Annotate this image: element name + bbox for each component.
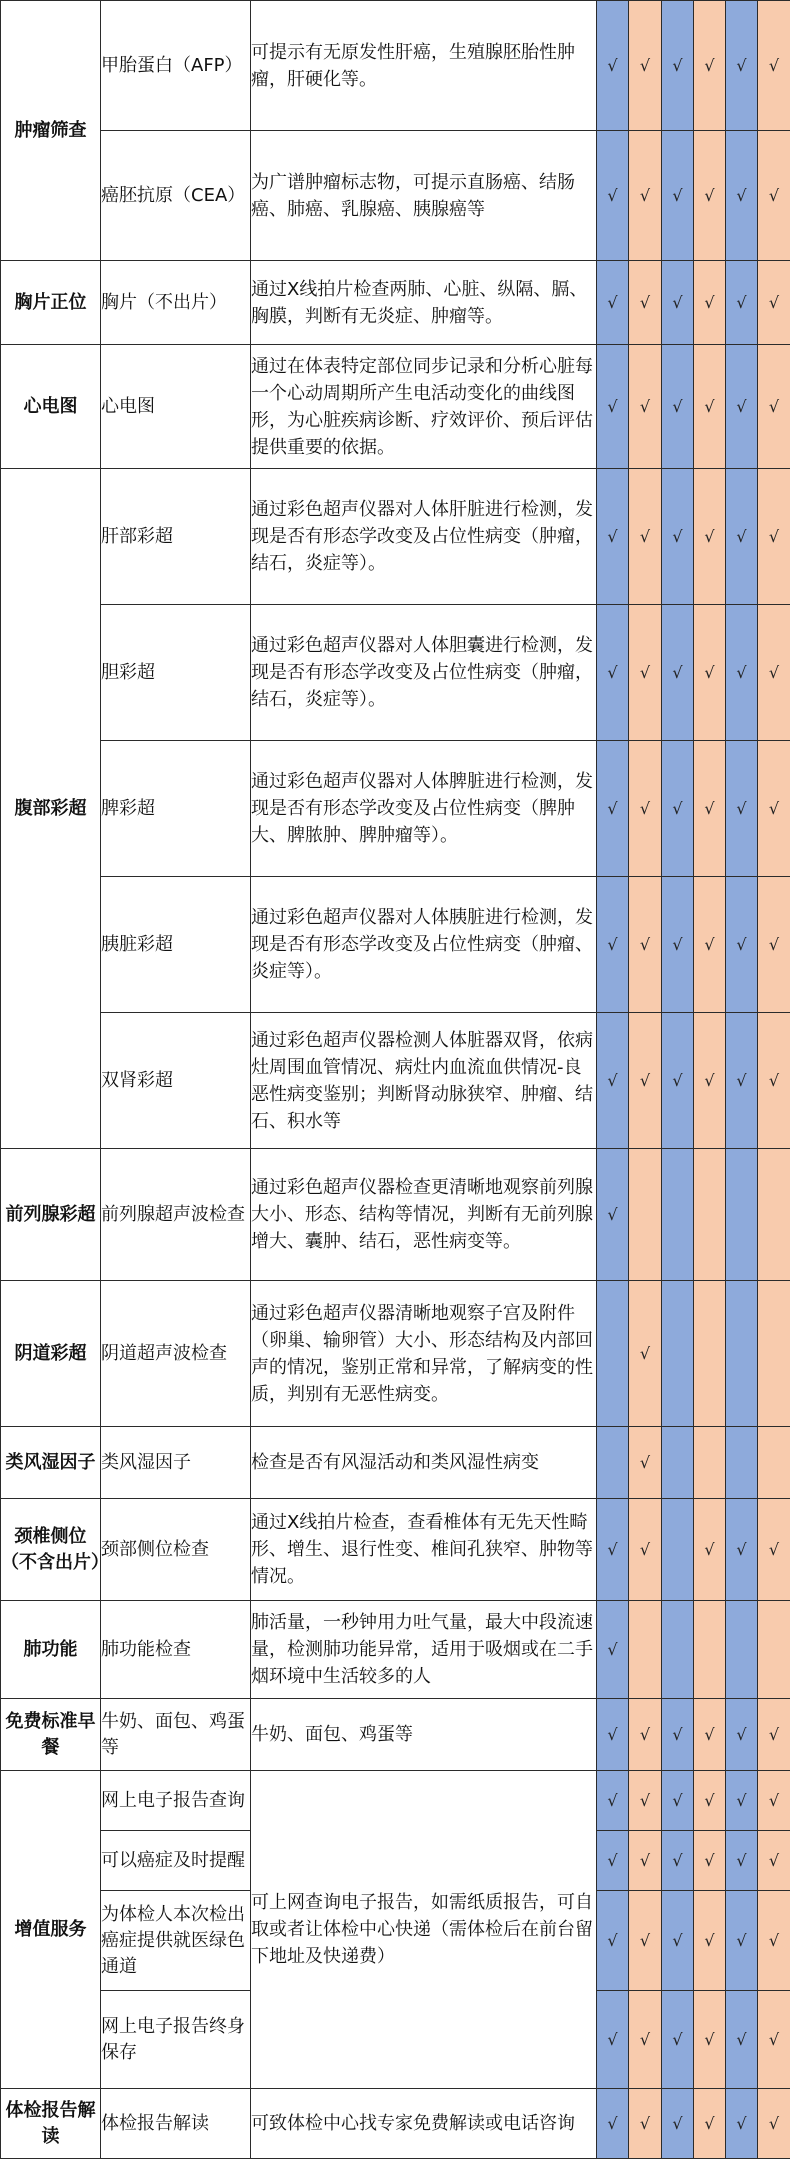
package-mark-cell: [662, 877, 694, 1013]
package-mark-cell: [629, 261, 662, 345]
category-cell: 胸片正位: [1, 261, 101, 345]
description-cell: 通过彩色超声仪器对人体胆囊进行检测，发现是否有形态学改变及占位性病变（肿瘤，结石，炎症等）。: [251, 605, 597, 741]
check-mark: √: [640, 1540, 650, 1559]
check-mark: √: [736, 2030, 746, 2049]
check-mark: √: [640, 293, 650, 312]
package-mark-cell: [758, 1891, 790, 1991]
check-mark: √: [769, 1791, 779, 1810]
check-mark: √: [704, 1540, 714, 1559]
package-mark-cell: [694, 1699, 726, 1771]
package-mark-cell: [726, 131, 758, 261]
check-mark: √: [672, 1931, 682, 1950]
package-mark-cell: [662, 1771, 694, 1831]
package-mark-cell: [629, 1499, 662, 1601]
table-row: [1, 877, 790, 1013]
check-mark: √: [704, 1931, 714, 1950]
package-mark-cell: [726, 741, 758, 877]
check-mark: √: [736, 397, 746, 416]
description-cell: 可致体检中心找专家免费解读或电话咨询: [251, 2089, 597, 2159]
item-cell: 肺功能检查: [101, 1601, 251, 1699]
item-cell: 前列腺超声波检查: [101, 1149, 251, 1281]
check-mark: √: [736, 527, 746, 546]
package-mark-cell: [629, 1149, 662, 1281]
table-body: [1, 1, 790, 2159]
package-mark-cell: [629, 2089, 662, 2159]
package-mark-cell: [662, 469, 694, 605]
item-cell: 甲胎蛋白（AFP）: [101, 1, 251, 131]
check-mark: √: [672, 663, 682, 682]
package-mark-cell: [629, 1699, 662, 1771]
description-cell: 可上网查询电子报告，如需纸质报告，可自取或者让体检中心快递（需体检后在前台留下地址及快递费）: [251, 1771, 597, 2089]
package-mark-cell: [662, 1499, 694, 1601]
item-cell: 体检报告解读: [101, 2089, 251, 2159]
package-mark-cell: [662, 741, 694, 877]
package-mark-cell: [694, 1831, 726, 1891]
check-mark: √: [607, 1791, 617, 1810]
check-mark: √: [607, 1205, 617, 1224]
package-mark-cell: [726, 1, 758, 131]
check-mark: √: [736, 935, 746, 954]
check-mark: √: [704, 397, 714, 416]
package-mark-cell: [597, 1991, 629, 2089]
table-row: [1, 741, 790, 877]
item-cell: 心电图: [101, 345, 251, 469]
package-mark-cell: [629, 877, 662, 1013]
package-mark-cell: [629, 1427, 662, 1499]
check-mark: √: [769, 56, 779, 75]
package-mark-cell: [726, 877, 758, 1013]
package-mark-cell: [758, 877, 790, 1013]
category-cell: 体检报告解读: [1, 2089, 101, 2159]
description-cell: 通过X线拍片检查两肺、心脏、纵隔、膈、胸膜，判断有无炎症、肿瘤等。: [251, 261, 597, 345]
table-row: [1, 1013, 790, 1149]
check-mark: √: [736, 1071, 746, 1090]
check-mark: √: [704, 799, 714, 818]
package-mark-cell: [662, 1991, 694, 2089]
table-row: [1, 1499, 790, 1601]
description-cell: 可提示有无原发性肝癌，生殖腺胚胎性肿瘤，肝硬化等。: [251, 1, 597, 131]
check-mark: √: [640, 2030, 650, 2049]
package-mark-cell: [758, 1831, 790, 1891]
check-mark: √: [640, 799, 650, 818]
check-mark: √: [607, 1725, 617, 1744]
package-mark-cell: [662, 1699, 694, 1771]
check-mark: √: [769, 397, 779, 416]
check-mark: √: [769, 186, 779, 205]
check-mark: √: [704, 1791, 714, 1810]
package-mark-cell: [597, 1427, 629, 1499]
package-mark-cell: [758, 345, 790, 469]
package-mark-cell: [629, 605, 662, 741]
check-mark: √: [607, 1640, 617, 1659]
package-mark-cell: [662, 345, 694, 469]
package-mark-cell: [694, 1281, 726, 1427]
check-mark: √: [736, 186, 746, 205]
item-cell: 颈部侧位检查: [101, 1499, 251, 1601]
package-mark-cell: [629, 1281, 662, 1427]
check-mark: √: [704, 56, 714, 75]
package-mark-cell: [597, 1891, 629, 1991]
description-cell: 通过彩色超声仪器对人体胰脏进行检测，发现是否有形态学改变及占位性病变（肿瘤、炎症等）。: [251, 877, 597, 1013]
package-mark-cell: [694, 2089, 726, 2159]
package-mark-cell: [597, 131, 629, 261]
item-cell: 为体检人本次检出癌症提供就医绿色通道: [101, 1891, 251, 1991]
package-mark-cell: [758, 1013, 790, 1149]
package-mark-cell: [629, 345, 662, 469]
description-cell: 通过彩色超声仪器对人体肝脏进行检测，发现是否有形态学改变及占位性病变（肿瘤，结石，炎症等）。: [251, 469, 597, 605]
category-cell: 类风湿因子: [1, 1427, 101, 1499]
package-mark-cell: [758, 131, 790, 261]
check-mark: √: [607, 56, 617, 75]
check-mark: √: [640, 2114, 650, 2133]
package-mark-cell: [662, 131, 694, 261]
package-mark-cell: [662, 1427, 694, 1499]
package-mark-cell: [726, 1499, 758, 1601]
package-mark-cell: [726, 1771, 758, 1831]
check-mark: √: [672, 293, 682, 312]
table-row: [1, 1601, 790, 1699]
check-mark: √: [704, 527, 714, 546]
check-mark: √: [672, 1071, 682, 1090]
check-mark: √: [640, 1851, 650, 1870]
check-mark: √: [769, 1851, 779, 1870]
check-mark: √: [736, 293, 746, 312]
check-mark: √: [672, 186, 682, 205]
check-mark: √: [607, 1071, 617, 1090]
check-mark: √: [672, 1791, 682, 1810]
category-cell: 颈椎侧位（不含出片）: [1, 1499, 101, 1601]
description-cell: 通过彩色超声仪器对人体脾脏进行检测，发现是否有形态学改变及占位性病变（脾肿大、脾脓肿、脾肿瘤等）。: [251, 741, 597, 877]
description-cell: 通过彩色超声仪器清晰地观察子宫及附件（卵巢、输卵管）大小、形态结构及内部回声的情况，鉴别正常和异常，了解病变的性质，判别有无恶性病变。: [251, 1281, 597, 1427]
package-mark-cell: [629, 469, 662, 605]
check-mark: √: [672, 2114, 682, 2133]
package-mark-cell: [758, 469, 790, 605]
description-cell: 牛奶、面包、鸡蛋等: [251, 1699, 597, 1771]
check-mark: √: [607, 186, 617, 205]
package-mark-cell: [597, 1149, 629, 1281]
package-mark-cell: [758, 1601, 790, 1699]
package-mark-cell: [694, 1499, 726, 1601]
check-mark: √: [640, 1453, 650, 1472]
package-mark-cell: [758, 1771, 790, 1831]
package-mark-cell: [629, 1831, 662, 1891]
package-mark-cell: [758, 605, 790, 741]
table-row: [1, 261, 790, 345]
package-mark-cell: [597, 605, 629, 741]
package-mark-cell: [758, 1427, 790, 1499]
package-mark-cell: [629, 131, 662, 261]
check-mark: √: [607, 2114, 617, 2133]
check-mark: √: [736, 663, 746, 682]
package-mark-cell: [726, 1013, 758, 1149]
package-mark-cell: [597, 469, 629, 605]
check-mark: √: [607, 397, 617, 416]
package-mark-cell: [726, 1601, 758, 1699]
check-mark: √: [672, 935, 682, 954]
package-mark-cell: [629, 1, 662, 131]
package-mark-cell: [629, 1891, 662, 1991]
package-mark-cell: [662, 1013, 694, 1149]
package-mark-cell: [629, 741, 662, 877]
item-cell: 胰脏彩超: [101, 877, 251, 1013]
check-mark: √: [736, 2114, 746, 2133]
package-mark-cell: [662, 1, 694, 131]
package-mark-cell: [726, 261, 758, 345]
table-row: [1, 1699, 790, 1771]
check-mark: √: [704, 186, 714, 205]
package-mark-cell: [597, 1601, 629, 1699]
check-mark: √: [672, 1725, 682, 1744]
package-mark-cell: [758, 261, 790, 345]
package-mark-cell: [662, 1601, 694, 1699]
package-mark-cell: [758, 741, 790, 877]
package-mark-cell: [758, 1991, 790, 2089]
check-mark: √: [640, 935, 650, 954]
check-mark: √: [704, 1071, 714, 1090]
table-row: [1, 1771, 790, 1831]
package-mark-cell: [694, 605, 726, 741]
package-mark-cell: [726, 2089, 758, 2159]
category-cell: 心电图: [1, 345, 101, 469]
check-mark: √: [704, 293, 714, 312]
check-mark: √: [736, 1725, 746, 1744]
package-mark-cell: [597, 877, 629, 1013]
table-row: [1, 605, 790, 741]
check-mark: √: [640, 1725, 650, 1744]
table-row: [1, 131, 790, 261]
check-mark: √: [607, 935, 617, 954]
package-mark-cell: [694, 877, 726, 1013]
table-row: [1, 1281, 790, 1427]
table-row: [1, 345, 790, 469]
check-mark: √: [704, 663, 714, 682]
check-mark: √: [769, 799, 779, 818]
category-cell: 肿瘤筛查: [1, 1, 101, 261]
package-mark-cell: [726, 1891, 758, 1991]
package-mark-cell: [662, 1831, 694, 1891]
check-mark: √: [640, 1931, 650, 1950]
package-mark-cell: [694, 345, 726, 469]
check-mark: √: [640, 56, 650, 75]
check-mark: √: [640, 1344, 650, 1363]
category-cell: 免费标准早餐: [1, 1699, 101, 1771]
check-mark: √: [736, 56, 746, 75]
check-mark: √: [769, 1540, 779, 1559]
package-mark-cell: [758, 1499, 790, 1601]
package-mark-cell: [726, 469, 758, 605]
description-cell: 为广谱肿瘤标志物，可提示直肠癌、结肠癌、肺癌、乳腺癌、胰腺癌等: [251, 131, 597, 261]
table-row: [1, 469, 790, 605]
table-row: [1, 1149, 790, 1281]
package-mark-cell: [597, 261, 629, 345]
check-mark: √: [607, 527, 617, 546]
check-mark: √: [672, 1851, 682, 1870]
package-mark-cell: [662, 1281, 694, 1427]
check-mark: √: [704, 2114, 714, 2133]
item-cell: 肝部彩超: [101, 469, 251, 605]
item-cell: 胸片（不出片）: [101, 261, 251, 345]
check-mark: √: [640, 1071, 650, 1090]
package-mark-cell: [726, 1149, 758, 1281]
table-row: [1, 1, 790, 131]
package-mark-cell: [694, 469, 726, 605]
description-cell: 肺活量，一秒钟用力吐气量，最大中段流速量，检测肺功能异常，适用于吸烟或在二手烟环境中生活较多的人: [251, 1601, 597, 1699]
check-mark: √: [640, 397, 650, 416]
check-mark: √: [672, 527, 682, 546]
item-cell: 胆彩超: [101, 605, 251, 741]
check-mark: √: [672, 397, 682, 416]
description-cell: 通过彩色超声仪器检测人体脏器双肾，依病灶周围血管情况、病灶内血流血供情况-良恶性病变鉴别；判断肾动脉狭窄、肿瘤、结石、积水等: [251, 1013, 597, 1149]
check-mark: √: [704, 1851, 714, 1870]
package-mark-cell: [597, 2089, 629, 2159]
description-cell: 检查是否有风湿活动和类风湿性病变: [251, 1427, 597, 1499]
package-mark-cell: [694, 1991, 726, 2089]
check-mark: √: [640, 1791, 650, 1810]
check-mark: √: [607, 2030, 617, 2049]
package-mark-cell: [726, 345, 758, 469]
package-mark-cell: [662, 605, 694, 741]
package-mark-cell: [758, 1699, 790, 1771]
package-mark-cell: [758, 1149, 790, 1281]
package-mark-cell: [662, 261, 694, 345]
package-mark-cell: [694, 1891, 726, 1991]
package-mark-cell: [694, 261, 726, 345]
package-mark-cell: [662, 2089, 694, 2159]
package-mark-cell: [597, 1, 629, 131]
package-mark-cell: [597, 1831, 629, 1891]
category-cell: 阴道彩超: [1, 1281, 101, 1427]
package-mark-cell: [629, 1771, 662, 1831]
category-cell: 前列腺彩超: [1, 1149, 101, 1281]
package-mark-cell: [694, 1013, 726, 1149]
item-cell: 牛奶、面包、鸡蛋等: [101, 1699, 251, 1771]
check-mark: √: [704, 1725, 714, 1744]
check-mark: √: [607, 1931, 617, 1950]
package-mark-cell: [597, 1771, 629, 1831]
check-mark: √: [736, 1791, 746, 1810]
check-mark: √: [607, 1851, 617, 1870]
package-mark-cell: [597, 345, 629, 469]
package-mark-cell: [597, 1281, 629, 1427]
description-cell: 通过X线拍片检查，查看椎体有无先天性畸形、增生、退行性变、椎间孔狭窄、肿物等情况。: [251, 1499, 597, 1601]
check-mark: √: [704, 2030, 714, 2049]
check-mark: √: [736, 1851, 746, 1870]
check-mark: √: [607, 1540, 617, 1559]
check-mark: √: [672, 799, 682, 818]
check-mark: √: [769, 935, 779, 954]
check-mark: √: [704, 935, 714, 954]
check-mark: √: [769, 663, 779, 682]
check-mark: √: [607, 293, 617, 312]
item-cell: 双肾彩超: [101, 1013, 251, 1149]
category-cell: 腹部彩超: [1, 469, 101, 1149]
package-mark-cell: [629, 1601, 662, 1699]
package-mark-cell: [726, 1991, 758, 2089]
check-mark: √: [769, 2030, 779, 2049]
package-mark-cell: [694, 1149, 726, 1281]
item-cell: 脾彩超: [101, 741, 251, 877]
package-mark-cell: [758, 1281, 790, 1427]
item-cell: 网上电子报告查询: [101, 1771, 251, 1831]
package-mark-cell: [629, 1991, 662, 2089]
package-mark-cell: [629, 1013, 662, 1149]
category-cell: 增值服务: [1, 1771, 101, 2089]
check-mark: √: [769, 527, 779, 546]
package-mark-cell: [662, 1891, 694, 1991]
check-mark: √: [736, 1931, 746, 1950]
package-mark-cell: [694, 741, 726, 877]
check-mark: √: [769, 1071, 779, 1090]
package-mark-cell: [662, 1149, 694, 1281]
description-cell: 通过彩色超声仪器检查更清晰地观察前列腺大小、形态、结构等情况，判断有无前列腺增大、囊肿、结石，恶性病变等。: [251, 1149, 597, 1281]
check-mark: √: [672, 2030, 682, 2049]
package-mark-cell: [597, 1013, 629, 1149]
package-mark-cell: [597, 1699, 629, 1771]
package-mark-cell: [726, 1281, 758, 1427]
check-mark: √: [736, 1540, 746, 1559]
check-mark: √: [640, 527, 650, 546]
package-mark-cell: [726, 1427, 758, 1499]
package-mark-cell: [726, 605, 758, 741]
package-mark-cell: [597, 1499, 629, 1601]
package-mark-cell: [726, 1831, 758, 1891]
package-mark-cell: [726, 1699, 758, 1771]
package-mark-cell: [694, 1771, 726, 1831]
check-mark: √: [640, 186, 650, 205]
check-mark: √: [607, 799, 617, 818]
check-mark: √: [769, 293, 779, 312]
item-cell: 类风湿因子: [101, 1427, 251, 1499]
check-mark: √: [607, 663, 617, 682]
table-row: [1, 2089, 790, 2159]
check-mark: √: [769, 2114, 779, 2133]
check-mark: √: [769, 1725, 779, 1744]
item-cell: 阴道超声波检查: [101, 1281, 251, 1427]
table-row: [1, 1427, 790, 1499]
check-mark: √: [672, 56, 682, 75]
package-mark-cell: [694, 131, 726, 261]
description-cell: 通过在体表特定部位同步记录和分析心脏每一个心动周期所产生电活动变化的曲线图形，为心脏疾病诊断、疗效评价、预后评估提供重要的依据。: [251, 345, 597, 469]
package-mark-cell: [758, 2089, 790, 2159]
package-mark-cell: [694, 1427, 726, 1499]
item-cell: 网上电子报告终身保存: [101, 1991, 251, 2089]
check-mark: √: [769, 1931, 779, 1950]
item-cell: 癌胚抗原（CEA）: [101, 131, 251, 261]
check-mark: √: [736, 799, 746, 818]
item-cell: 可以癌症及时提醒: [101, 1831, 251, 1891]
package-mark-cell: [694, 1, 726, 131]
package-mark-cell: [758, 1, 790, 131]
package-mark-cell: [597, 741, 629, 877]
package-mark-cell: [694, 1601, 726, 1699]
check-mark: √: [640, 663, 650, 682]
category-cell: 肺功能: [1, 1601, 101, 1699]
